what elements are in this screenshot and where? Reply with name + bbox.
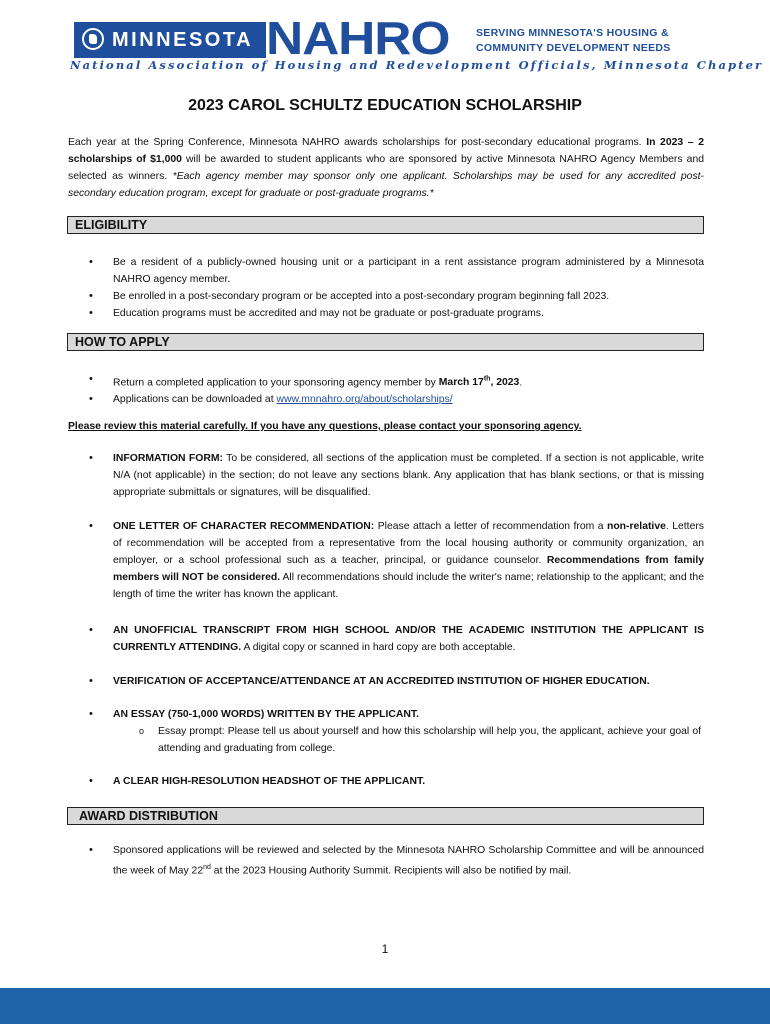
list-item [0,450,704,501]
req-transcript-label: AN UNOFFICIAL TRANSCRIPT FROM HIGH SCHOOL AND/OR THE ACADEMIC INSTITUTION THE APPLICANT IS CURRENTLY ATTENDING. [113,625,704,653]
req-letter-bold: non-relative [606,521,666,532]
review-notice: Please review this material carefully. If you have any questions, please contact your sponsoring agency. [68,421,582,432]
list-item [0,391,704,408]
requirements-list [0,518,704,603]
req-letter-text-2: . Letters of recommendation will be accepted from a representative from the local housing authority or community organization, an employer, or a school professional such as a teacher, principal, or guidance counselor. [113,521,705,566]
essay-sublist [113,723,704,757]
list-item [0,706,704,757]
req-info-form-label: INFORMATION FORM: [113,453,223,464]
deadline-year: , 2023 [490,377,520,389]
requirements-list [0,706,704,757]
how-to-apply-list [0,371,704,408]
footer-band [0,988,770,1024]
page-title: 2023 CAROL SCHULTZ EDUCATION SCHOLARSHIP [188,97,582,114]
section-eligibility-heading: ELIGIBILITY [75,218,148,232]
req-info-form-text: To be considered, all sections of the application must be completed. If a section is not applicable, write N/A (not applicable) in the section; do not leave any sections blank. Any application that has blank sections, or that is missing appropriate submittals or signatures, will be disqualified. [113,453,704,498]
logo-banner [74,22,266,58]
requirements-list [0,622,704,656]
list-item [0,371,704,391]
logo-org-text: NAHRO [266,12,450,64]
deadline-day: March 17 [438,377,484,389]
req-letter-bold-2: Recommendations from family members will NOT be considered. [113,555,704,583]
minnesota-seal-icon [82,28,104,50]
logo-subtitle: National Association of Housing and Redevelopment Officials, Minnesota Chapter [70,58,764,72]
section-award-heading: AWARD DISTRIBUTION [79,809,218,823]
intro-text-1: Each year at the Spring Conference, Minnesota NAHRO awards scholarships for post-secondary educational programs. [68,137,647,148]
list-item: • Education programs must be accredited and may not be graduate or post-graduate programs. [0,305,704,322]
req-essay-label: AN ESSAY (750-1,000 WORDS) WRITTEN BY THE APPLICANT. [113,709,420,720]
logo-tagline-1: SERVING MINNESOTA'S HOUSING & [476,27,669,39]
award-text-2: at the 2023 Housing Authority Summit. Recipients will also be notified by mail. [210,865,572,877]
deadline-suffix: th [483,376,491,383]
list-item [0,842,704,879]
req-headshot-label: A CLEAR HIGH-RESOLUTION HEADSHOT OF THE APPLICANT. [113,776,426,787]
req-verification-label: VERIFICATION OF ACCEPTANCE/ATTENDANCE AT AN ACCREDITED INSTITUTION OF HIGHER EDUCATION. [113,676,650,687]
req-letter-text-3: All recommendations should include the writer's name; relationship to the applicant; and the length of time the writer has known the applicant. [113,572,704,600]
intro-bold: In 2023 – 2 scholarships of $1,000 [68,137,704,165]
award-date-suffix: nd [203,864,211,871]
apply-text: Return a completed application to your sponsoring agency member by [113,377,439,389]
section-eligibility [67,216,704,234]
list-item [0,518,704,603]
list-item: o Essay prompt: Please tell us about yourself and how this scholarship will help you, the applicant, achieve your goal of attending and graduating from college. [113,723,701,757]
page-number: 1 [381,942,389,956]
req-letter-text: Please attach a letter of recommendation from a [374,521,607,532]
award-text-1: Sponsored applications will be reviewed and selected by the Minnesota NAHRO Scholarship Committee and will be announced the week of May 22 [113,845,704,877]
section-how-to-apply [67,333,704,351]
section-award-distribution [67,807,704,825]
intro-text-2: will be awarded to student applicants who are sponsored by active Minnesota NAHRO Agency Members and selected as winners. [68,154,704,182]
logo-state-text: MINNESOTA [112,29,254,51]
list-item: • Be a resident of a publicly-owned housing unit or a participant in a rent assistance program administered by a Minnesota NAHRO agency member. [0,254,704,288]
award-list [0,842,704,879]
logo-tagline-2: COMMUNITY DEVELOPMENT NEEDS [476,42,671,54]
eligibility-list [0,254,704,322]
list-item [0,622,704,656]
req-letter-label: ONE LETTER OF CHARACTER RECOMMENDATION: [113,521,375,532]
req-transcript-text: A digital copy or scanned in hard copy are both acceptable. [241,642,516,653]
deadline-date [438,376,523,389]
requirements-list [0,450,704,501]
intro-paragraph [68,134,704,202]
list-item [0,673,704,690]
list-item: • Be enrolled in a post-secondary program or be accepted into a post-secondary program beginning fall 2023. [0,288,704,305]
scholarship-link[interactable]: www.mnnahro.org/about/scholarships/ [276,394,453,406]
intro-italic-note: *Each agency member may sponsor only one applicant. Scholarships may be used for any accredited post-secondary education program, except for graduate or post-graduate programs.* [68,171,704,199]
section-how-to-apply-heading: HOW TO APPLY [75,335,170,349]
requirements-list [0,673,704,690]
list-item [0,773,704,790]
download-text: Applications can be downloaded at [113,394,277,406]
apply-text-end: . [519,377,523,389]
requirements-list [0,773,704,790]
